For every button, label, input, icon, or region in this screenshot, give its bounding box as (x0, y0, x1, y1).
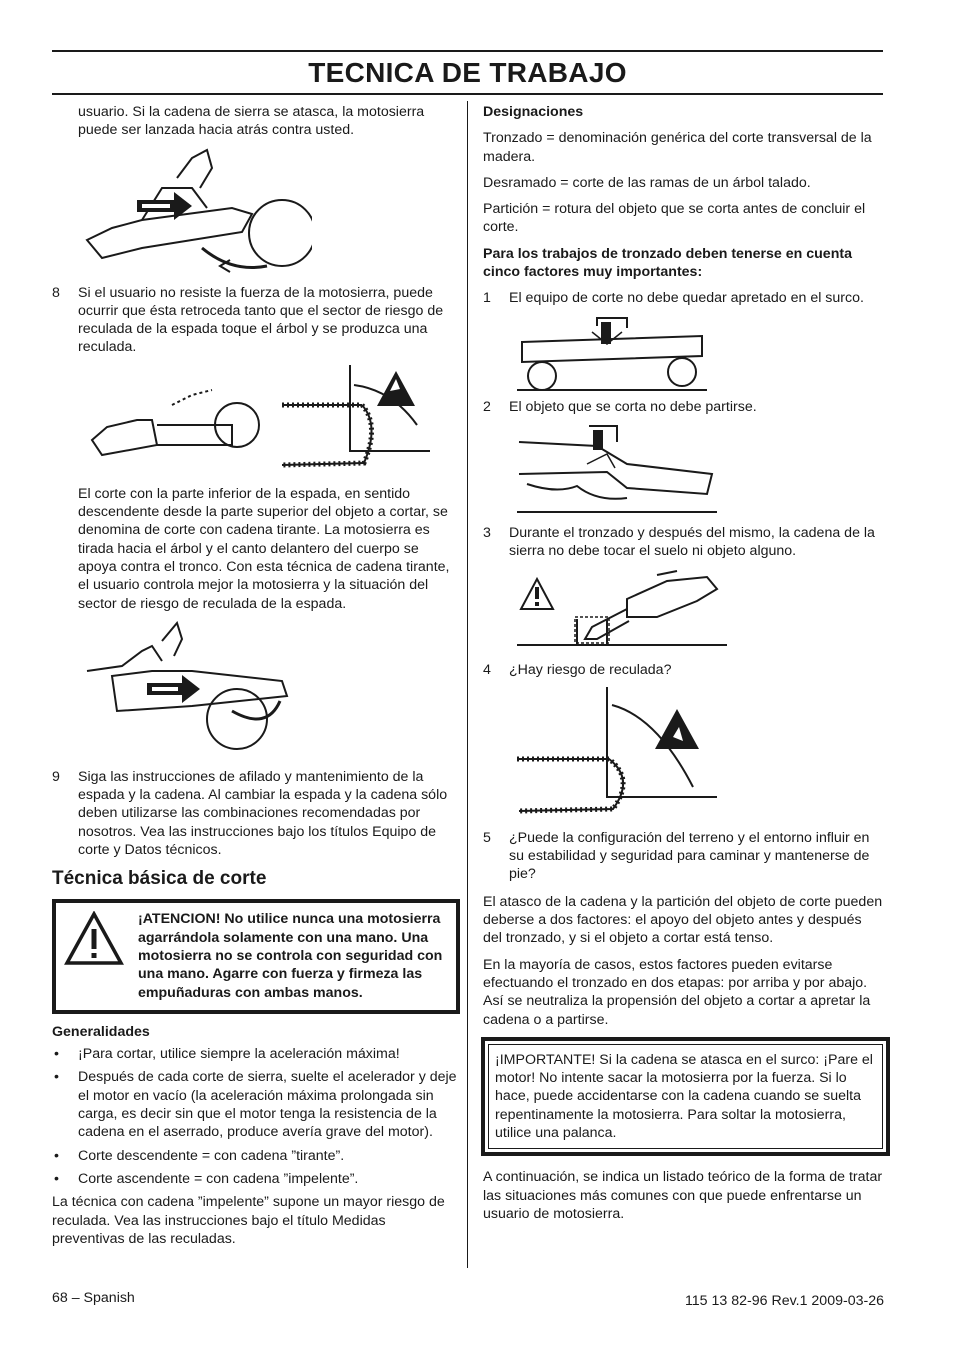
list-item (52, 1045, 460, 1063)
list-item (52, 1068, 460, 1141)
bullet-text: Corte descendente = con cadena ”tirante”. (78, 1147, 345, 1164)
splitting-log-illustration (517, 424, 883, 514)
pull-chain-paragraph: El corte con la parte inferior de la espada, en sentido descendente desde la parte superior del objeto a cortar, se denomina de corte con cadena tirante. La motosierra es tirada hacia el árbol y el canto delantero del cuerpo se apoya contra el tronco. Con esta técnica de cadena tirante, el usuario controla mejor la motosierra y la situación del sector de riesgo de reculada de la espada. (78, 485, 450, 612)
factors-heading: Para los trabajos de tronzado deben tenerse en cuenta cinco factores muy importantes: (483, 245, 852, 281)
factor-item-3 (483, 524, 883, 561)
list-text: Durante el tronzado y después del mismo, la cadena de la sierra no debe tocar el suelo ni objeto alguno. (509, 524, 875, 560)
list-intro-paragraph: A continuación, se indica un listado teórico de la forma de tratar las situaciones más comunes con que puede enfrentarse un usuario de motosierra. (483, 1169, 883, 1222)
designations-heading: Designaciones (483, 104, 584, 120)
header-rule-top (52, 50, 883, 52)
pinch-paragraph: El atasco de la cadena y la partición del objeto de corte pueden deberse a dos factores: el apoyo del objeto antes y después del tronzado, y si el objeto a cortar está tenso. (483, 893, 883, 947)
bullet-text: Después de cada corte de sierra, suelte el acelerador y deje el motor en vacío (la aceleración máxima prolongada sin carga, es decir sin que el motor tenga la resistencia de la cadena en el aserrado, produce avería grave del motor). (78, 1069, 457, 1141)
list-text: Si el usuario no resiste la fuerza de la motosierra, puede ocurrir que ésta retroceda tanto que el sector de riesgo de reculada de la espada toque el árbol y se produzca una reculada. (78, 284, 444, 356)
footer-page-number: 68 – Spanish (52, 1290, 135, 1306)
list-text: El equipo de corte no debe quedar apretado en el surco. (509, 290, 864, 307)
warning-box (52, 899, 460, 1013)
list-text: ¿Puede la configuración del terreno y el entorno influir en su estabilidad y seguridad para caminar y mantenerse de pie? (509, 829, 870, 883)
section-title: Técnica básica de corte (52, 868, 267, 890)
footer-document-id: 115 13 82-96 Rev.1 2009-03-26 (684, 1293, 884, 1309)
list-text: Siga las instrucciones de afilado y mantenimiento de la espada y la cadena. Al cambiar la espada y la cadena sólo deben utilizarse las combinaciones recomendadas por nosotros. Vea las instrucciones bajo los títulos Equipo de corte y Datos técnicos. (78, 768, 448, 859)
list-text: El objeto que se corta no debe partirse. (509, 398, 757, 415)
intro-paragraph: usuario. Si la cadena de sierra se atasca, la motosierra puede ser lanzada hacia atrás contra usted. (78, 104, 425, 139)
designation-splitting: Partición = rotura del objeto que se corta antes de concluir el corte. (483, 201, 866, 236)
warning-text: ¡ATENCION! No utilice nunca una motosierra agarrándola solamente con una mano. Una motosierra no se controla con seguridad con una mano. Agarre con fuerza y firmeza las empuñaduras con ambas manos. (138, 911, 443, 1001)
list-number: 8 (52, 284, 60, 301)
factor-item-5 (483, 829, 883, 884)
important-text: ¡IMPORTANTE! Si la cadena se atasca en el surco: ¡Pare el motor! No intente sacar la motosierra por la fuerza. Si lo hace, puede accidentarse con la cadena cuando se suelta repentinamente la motosierra. Para soltar la motosierra, utilice una palanca. (495, 1051, 873, 1142)
right-column (483, 103, 883, 1223)
bullet-icon: • (54, 1046, 59, 1063)
important-box (481, 1037, 890, 1156)
page-title: TECNICA DE TRABAJO (308, 57, 627, 88)
column-divider (467, 101, 468, 1268)
warning-triangle-icon (64, 911, 124, 967)
list-number: 4 (483, 661, 491, 678)
list-number: 5 (483, 829, 491, 846)
bullet-text: ¡Para cortar, utilice siempre la aceleración máxima! (78, 1046, 400, 1063)
designation-crosscut: Tronzado = denominación genérica del corte transversal de la madera. (483, 130, 872, 165)
general-heading: Generalidades (52, 1023, 150, 1040)
kickback-risk-illustration (517, 687, 883, 819)
list-number: 3 (483, 524, 491, 541)
bullet-text: Corte ascendente = con cadena ”impelente”. (78, 1170, 359, 1187)
list-number: 1 (483, 290, 491, 307)
bullet-icon: • (54, 1147, 59, 1164)
pull-chain-illustration (82, 621, 460, 756)
general-bullet-list (52, 1045, 460, 1188)
factor-item-1 (483, 289, 883, 307)
header-rule-bottom (52, 93, 883, 95)
bullet-icon: • (54, 1170, 59, 1187)
pinched-bar-illustration (517, 314, 883, 392)
factor-item-4 (483, 661, 883, 679)
list-text: ¿Hay riesgo de reculada? (509, 661, 672, 678)
list-number: 2 (483, 398, 491, 415)
factor-item-2 (483, 398, 883, 416)
list-number: 9 (52, 768, 60, 785)
kickback-zone-illustration (82, 365, 460, 477)
chain-touching-ground-illustration (517, 569, 883, 651)
push-chain-paragraph: La técnica con cadena ”impelente” supone un mayor riesgo de reculada. Vea las instrucciones bajo el título Medidas preventivas de las reculadas. (52, 1194, 445, 1247)
bullet-icon: • (54, 1069, 59, 1086)
list-item (52, 1170, 460, 1188)
list-item-8 (52, 284, 460, 357)
list-item-9 (52, 768, 460, 859)
designation-delimbing: Desramado = corte de las ramas de un árbol talado. (483, 174, 811, 191)
left-column (52, 103, 460, 1248)
avoid-paragraph: En la mayoría de casos, estos factores pueden evitarse efectuando el tronzado en dos etapas: por arriba y por abajo. Así se neutraliza la propensión del objeto a cortar a apretar la cadena o a partirse. (483, 956, 871, 1028)
kickback-illustration (82, 148, 460, 278)
list-item (52, 1147, 460, 1165)
